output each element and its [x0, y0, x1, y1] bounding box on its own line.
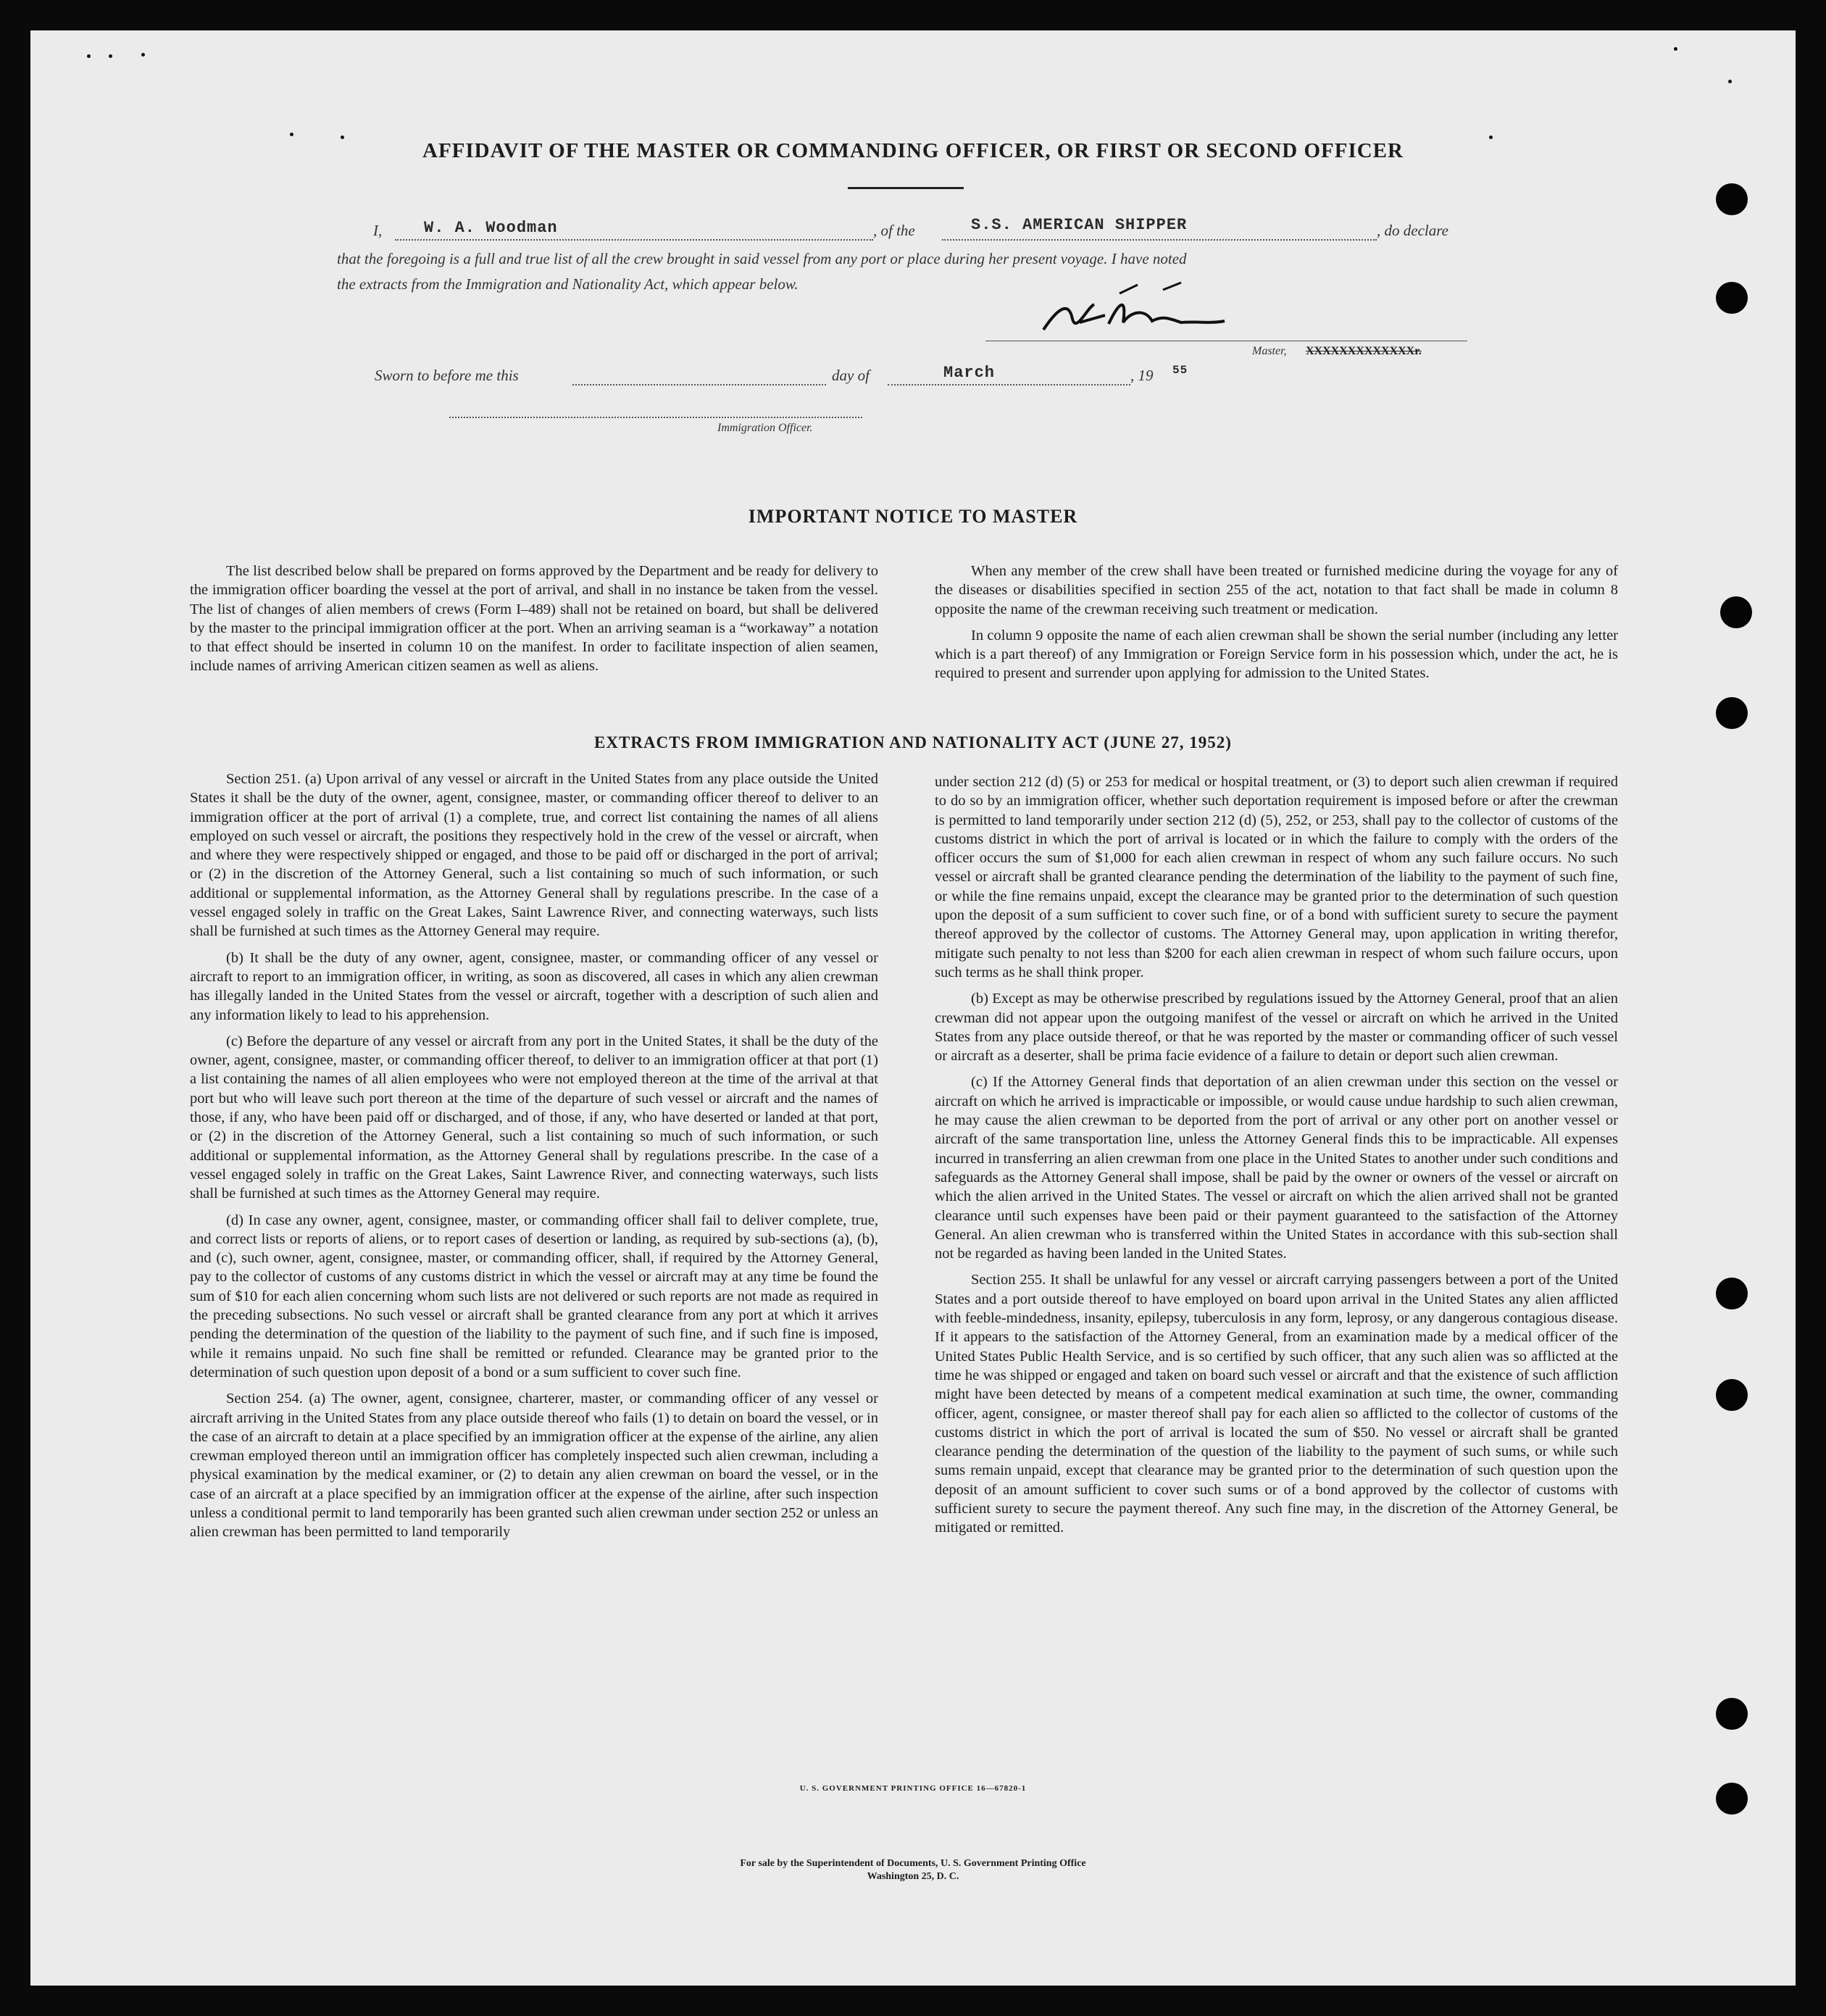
notice-title: IMPORTANT NOTICE TO MASTER	[748, 506, 1078, 527]
notice-left-column	[190, 562, 878, 683]
master-signature	[1036, 279, 1268, 344]
year-prefix: , 19	[1130, 367, 1154, 384]
declaration-line-3: the extracts from the Immigration and Nationality Act, which appear below.	[337, 275, 799, 293]
extract-paragraph: (b) Except as may be otherwise prescribed by regulations issued by the Attorney General, proof that an alien crewman did not appear upon the outgoing manifest of the vessel or aircraft on which he arrived in the United States from any place outside thereof, or that he was reported by the master or commanding officer of such vessel or aircraft as a deserter, shall be prima facie evidence of a failure to detain or deport such alien crewman.	[935, 991, 1618, 1065]
scan-speck	[87, 54, 91, 58]
sale-line-1: For sale by the Superintendent of Documents, U. S. Government Printing Office	[740, 1858, 1086, 1869]
extract-paragraph: Section 255. It shall be unlawful for any vessel or aircraft carrying passengers between a port of the United States and a port outside thereof to have employed on board upon arrival in the United States any alien afflicted with feeble-mindedness, insanity, epilepsy, tuberculosis in any form, leprosy, or any dangerous contagious disease. If it appears to the satisfaction of the Attorney General, from an examination made by a medical officer of the United States Public Health Service, and is so certified by such officer, that any such alien was so afflicted at the time he was shipped or engaged and taken on board such vessel or aircraft and that the existence of such affliction might have been detected by means of a competent medical examination at such time, the owner, commanding officer, agent, consignee, or master thereof shall pay for each alien so afflicted to the collector of customs of the customs district in which the port of arrival is located the sum of $50. No vessel or aircraft shall be granted clearance pending the determination of the question of the liability to the payment of such sums, or while such sums remain unpaid, except that clearance may be granted prior to the determination of such question upon the deposit of an amount sufficient to cover such sums or of a bond approved by the collector of customs with sufficient surety to secure the payment thereof. Any such fine may, in the discretion of the Attorney General, be mitigated or remitted.	[935, 1272, 1618, 1536]
sworn-year: 55	[1172, 364, 1188, 377]
sworn-day-line	[572, 384, 826, 386]
punch-hole	[1716, 183, 1748, 215]
punch-hole	[1716, 697, 1748, 729]
extract-paragraph: (c) Before the departure of any vessel or aircraft from any port in the United States, it shall be the duty of the owner, agent, consignee, master, or commanding officer thereof, to deliver to an immigration officer at that port (1) a list containing the names of all alien employees who were not employed thereon at the time of the arrival at that port but who will leave such port thereon at the time of the departure of such vessel or aircraft and the names of those, if any, who have been paid off or discharged, and of those, if any, who have deserted or landed at that port, or (2) in the discretion of the Attorney General, such a list containing so much of such information, or such additional or supplemental information, as the Attorney General shall by regulations prescribe. In the case of a vessel engaged solely in traffic on the Great Lakes, Saint Lawrence River, and connecting waterways, such lists shall be furnished at such times as the Attorney General may require.	[190, 1033, 878, 1202]
extracts-title: EXTRACTS FROM IMMIGRATION AND NATIONALITY ACT (JUNE 27, 1952)	[594, 733, 1232, 751]
scan-speck	[141, 53, 145, 57]
vessel-name: S.S. AMERICAN SHIPPER	[971, 216, 1188, 234]
extracts-right-column	[935, 772, 1618, 1545]
punch-hole	[1716, 282, 1748, 314]
notice-right-column	[935, 562, 1618, 691]
punch-hole	[1716, 1379, 1748, 1411]
scan-speck	[109, 54, 112, 58]
scan-speck	[1674, 47, 1677, 51]
sale-line-2: Washington 25, D. C.	[867, 1871, 959, 1882]
extract-paragraph: Section 254. (a) The owner, agent, consignee, charterer, master, or commanding officer of any vessel or aircraft arriving in the United States from any place outside thereof who fails (1) to detain on board the vessel, or in the case of an aircraft to detain at a place specified by an immigration officer at the expense of the airline, any alien crewman employed thereon until an immigration officer has completely inspected such alien crewman, including a physical examination by the medical examiner, or (2) to detain any alien crewman on board the vessel, or in the case of an aircraft at a place specified by an immigration officer at the expense of the airline, after such inspection unless a conditional permit to land temporarily has been granted such alien crewman under section 252 or unless an alien crewman has been permitted to land temporarily	[190, 1391, 878, 1541]
extract-paragraph: (d) In case any owner, agent, consignee, master, or commanding officer shall fail to deliver complete, true, and correct lists or reports of aliens, or to report cases of desertion or landing, as required by sub-sections (a), (b), and (c), such owner, agent, consignee, master, or commanding officer, shall, if required by the Attorney General, pay to the collector of customs of any customs district in which the vessel or aircraft may at any time be found the sum of $10 for each alien concerning whom such lists are not delivered or such reports are not made as required in the preceding subsections. No such vessel or aircraft shall be granted clearance from any port at which it arrives pending the determination of the question of the liability to the payment of such fine, and if such fine is imposed, while it remains unpaid. No such fine shall be remitted or refunded. Clearance may be granted prior to the determination of such question upon deposit of a bond or a sum sufficient to cover such fine.	[190, 1212, 878, 1380]
extract-paragraph: (c) If the Attorney General finds that deportation of an alien crewman under this section on the vessel or aircraft on which he arrived is impracticable or impossible, or would cause undue hardship to such alien crewman, he may cause the alien crewman to be deported from the port of arrival or any other port on another vessel or aircraft of the same transportation line, unless the Attorney General finds this to be impracticable. All expenses incurred in transferring an alien crewman from one place in the United States to another under such conditions and safeguards as the Attorney General shall impose, shall be paid by the owner or owners of the vessel or aircraft on which the alien arrived in the United States. The vessel or aircraft on which the alien arrived shall not be granted clearance until such expenses have been paid or their payment guaranteed to the satisfaction of the Attorney General. An alien crewman who is transferred within the United States in accordance with this sub-section shall not be regarded as having been landed in the United States.	[935, 1074, 1618, 1262]
i-label: I,	[373, 222, 383, 239]
master-label: Master,	[1252, 345, 1287, 357]
extracts-left-column	[190, 770, 878, 1549]
punch-hole	[1720, 596, 1752, 628]
notice-left-paragraph: The list described below shall be prepared on forms approved by the Department and be ready for delivery to the immigration officer boarding the vessel at the port of arrival, and shall in no instance be taken from the vessel. The list of changes of alien members of crews (Form I–489) shall not be retained on board, but shall be delivered by the master to the principal immigration officer at the port. When an arriving seaman is a “workaway” a notation to that effect should be inserted in column 10 on the manifest. In order to facilitate inspection of alien seamen, include names of arriving American citizen seamen as well as aliens.	[190, 563, 878, 675]
extract-paragraph: under section 212 (d) (5) or 253 for medical or hospital treatment, or (3) to deport such alien crewman if required to do so by an immigration officer, whether such deportation requirement is imposed before or after the crewman is permitted to land temporarily under section 212 (d) (5), 252, or 253, shall pay to the collector of customs of the customs district in which the port of arrival is located or in which the failure to comply with the orders of the officer occurs the sum of $1,000 for each alien crewman in respect of whom any such failure occurs. No such vessel or aircraft shall be granted clearance pending the determination of the liability to the payment of such fine, or while the fine remains unpaid, except the clearance may be granted prior to the determination of such question upon the deposit of a sum sufficient to cover such fine, or of a bond with sufficient surety to secure the payment thereof approved by the collector of customs. The Attorney General may, upon application in writing therefor, mitigate such penalty to not less than $200 for each alien crewman in respect of whom such failure occurs, upon such terms as he shall think proper.	[935, 774, 1618, 980]
of-the-label: , of the	[873, 222, 915, 239]
month-line	[888, 384, 1130, 386]
punch-hole	[1716, 1278, 1748, 1309]
notice-right-paragraph-1: When any member of the crew shall have been treated or furnished medicine during the voyage for any of the diseases or disabilities specified in section 255 of the act, notation to that fact shall be made in column 8 opposite the name of the crewman receiving such treatment or medication.	[935, 563, 1618, 617]
declaration-line-2: that the foregoing is a full and true list of all the crew brought in said vessel from any port or place during her present voyage. I have noted	[337, 250, 1187, 267]
extract-paragraph: (b) It shall be the duty of any owner, agent, consignee, master, or commanding officer of any vessel or aircraft to report to an immigration officer, in writing, as soon as discovered, all cases in which any alien crewman has illegally landed in the United States from the vessel or aircraft, together with a description of such alien and any information likely to lead to his apprehension.	[190, 949, 878, 1023]
declarant-name: W. A. Woodman	[424, 219, 558, 237]
name-line	[395, 239, 873, 241]
do-declare-label: , do declare	[1377, 222, 1448, 239]
title-rule	[848, 187, 964, 189]
extract-paragraph: Section 251. (a) Upon arrival of any vessel or aircraft in the United States from any place outside the United States it shall be the duty of the owner, agent, consignee, master, or commanding officer thereof to deliver to an immigration officer at the port of arrival (1) a complete, true, and correct list containing the names of all aliens employed on such vessel or aircraft, the positions they respectively hold in the crew of the vessel or aircraft, when and where they were respectively shipped or engaged, and those to be paid off or discharged in the port of arrival; or (2) in the discretion of the Attorney General, such a list containing so much of such information, or such additional or supplemental information, as the Attorney General shall by regulations prescribe. In the case of a vessel engaged solely in traffic on the Great Lakes, Saint Lawrence River, and connecting waterways, such lists shall be furnished at such times as the Attorney General may require.	[190, 771, 878, 940]
scan-speck	[290, 133, 293, 136]
sworn-label: Sworn to before me this	[375, 367, 519, 384]
punch-hole	[1716, 1698, 1748, 1730]
vessel-line	[942, 239, 1377, 241]
gpo-imprint: U. S. GOVERNMENT PRINTING OFFICE 16—67820-1	[799, 1784, 1027, 1793]
master-struck-text: XXXXXXXXXXXXXr.	[1306, 345, 1422, 357]
officer-signature-line	[449, 417, 862, 418]
day-of-label: day of	[832, 367, 870, 384]
affidavit-title: AFFIDAVIT OF THE MASTER OR COMMANDING OFFICER, OR FIRST OR SECOND OFFICER	[422, 139, 1404, 162]
scan-speck	[1728, 80, 1732, 83]
immigration-officer-label: Immigration Officer.	[717, 422, 813, 434]
sworn-month: March	[943, 364, 996, 382]
notice-right-paragraph-2: In column 9 opposite the name of each alien crewman shall be shown the serial number (including any letter which is a part thereof) of any Immigration or Foreign Service form in his possession which, under the act, he is required to present and surrender upon applying for admission to the United States.	[935, 627, 1618, 682]
